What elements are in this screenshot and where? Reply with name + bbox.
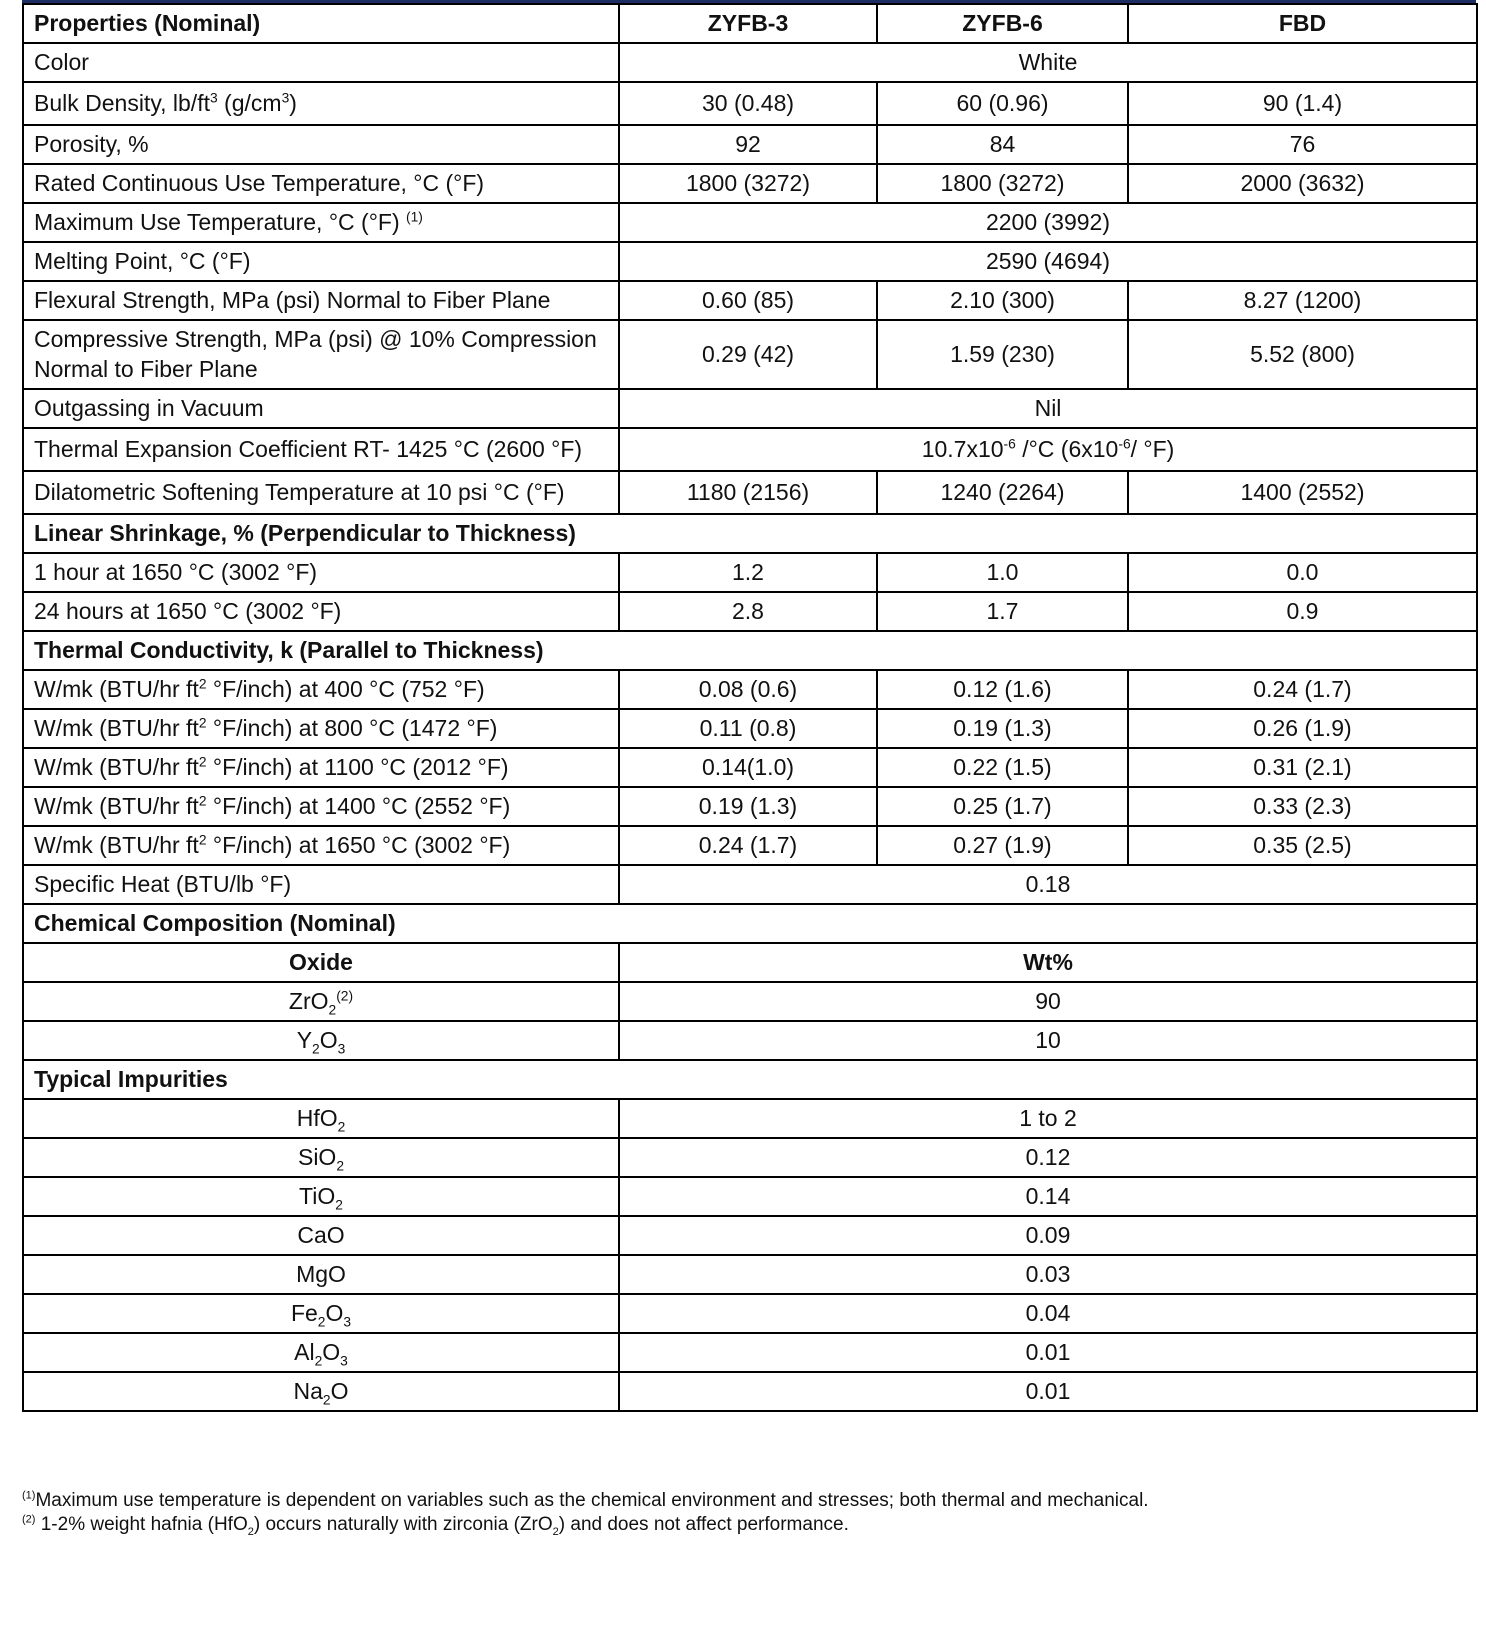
property-value: 0.29 (42) [619,320,877,389]
conductivity-row [23,787,1477,826]
property-label: Thermal Expansion Coefficient RT- 1425 °C (2600 °F) [23,428,619,471]
conductivity-value: 0.33 (2.3) [1128,787,1477,826]
section-header-row [23,631,1477,670]
table-header-row [23,4,1477,43]
oxide-wt-value: 10 [619,1021,1477,1060]
property-label: Color [23,43,619,82]
property-value: 1240 (2264) [877,471,1128,514]
impurity-row [23,1138,1477,1177]
property-label: Porosity, % [23,125,619,164]
impurity-row [23,1333,1477,1372]
properties-table-body [23,4,1477,1411]
conductivity-row [23,748,1477,787]
conductivity-value: 0.25 (1.7) [877,787,1128,826]
shrinkage-row [23,553,1477,592]
footnote-1: $^{(1)}$Maximum use temperature is dependent on variables such as the chemical environment and stresses; both thermal and mechanical. [22,1489,1149,1511]
conductivity-value: 0.24 (1.7) [619,826,877,865]
header-grade-zyfb3: ZYFB-3 [619,4,877,43]
property-label: Outgassing in Vacuum [23,389,619,428]
shrinkage-label: 1 hour at 1650 °C (3002 °F) [23,553,619,592]
property-row [23,203,1477,242]
property-shared-value: $10.7x10^{-6}$ /°C ($6x10^{-6}/$ °F) [619,428,1477,471]
shrinkage-value: 2.8 [619,592,877,631]
conductivity-value: 0.31 (2.1) [1128,748,1477,787]
footnote-2: $^{(2)}$ 1-2% weight hafnia (HfO$_2$) occurs naturally with zirconia (ZrO$_2$) and does not affect performance. [22,1513,849,1538]
property-row [23,320,1477,389]
property-row [23,164,1477,203]
section-header-row [23,904,1477,943]
property-value: 5.52 (800) [1128,320,1477,389]
property-label: Flexural Strength, MPa (psi) Normal to Fiber Plane [23,281,619,320]
property-label: Maximum Use Temperature, °C (°F) $^{(1)}$ [23,203,619,242]
property-label: Bulk Density, $lb/ft^3$ $(g/cm^3)$ [23,82,619,125]
property-row [23,428,1477,471]
property-row [23,471,1477,514]
impurity-oxide: $Al_2O_3$ [23,1333,619,1372]
specific-heat-label: Specific Heat (BTU/lb °F) [23,865,619,904]
impurity-row [23,1294,1477,1333]
impurity-oxide: HfO$_2$ [23,1099,619,1138]
impurity-value: 0.01 [619,1372,1477,1411]
shrinkage-row [23,592,1477,631]
specific-heat-value: 0.18 [619,865,1477,904]
header-property-label: Properties (Nominal) [23,4,619,43]
composition-row [23,982,1477,1021]
impurity-value: 0.14 [619,1177,1477,1216]
conductivity-row [23,709,1477,748]
property-row [23,242,1477,281]
conductivity-value: 0.22 (1.5) [877,748,1128,787]
composition-row [23,1021,1477,1060]
impurity-row [23,1372,1477,1411]
conductivity-value: 0.35 (2.5) [1128,826,1477,865]
conductivity-value: 0.12 (1.6) [877,670,1128,709]
property-value: 0.60 (85) [619,281,877,320]
impurity-value: 0.03 [619,1255,1477,1294]
property-value: 1.59 (230) [877,320,1128,389]
impurity-oxide: $Na_2O$ [23,1372,619,1411]
impurity-value: 1 to 2 [619,1099,1477,1138]
impurity-row [23,1099,1477,1138]
conductivity-value: 0.26 (1.9) [1128,709,1477,748]
oxide-wt-value: 90 [619,982,1477,1021]
property-value: 92 [619,125,877,164]
oxide-name: ZrO$_2^{(2)}$ [23,982,619,1021]
conductivity-label: W/mk (BTU/hr $ft^2$ °F/inch) at 400 °C (752 °F) [23,670,619,709]
property-shared-value: White [619,43,1477,82]
property-value: 76 [1128,125,1477,164]
property-value: 84 [877,125,1128,164]
property-row [23,82,1477,125]
property-shared-value: 2200 (3992) [619,203,1477,242]
shrinkage-value: 0.0 [1128,553,1477,592]
impurity-value: 0.04 [619,1294,1477,1333]
conductivity-row [23,670,1477,709]
conductivity-value: 0.14(1.0) [619,748,877,787]
property-shared-value: Nil [619,389,1477,428]
shrinkage-label: 24 hours at 1650 °C (3002 °F) [23,592,619,631]
shrinkage-value: 0.9 [1128,592,1477,631]
impurity-value: 0.09 [619,1216,1477,1255]
composition-header-row [23,943,1477,982]
property-row [23,125,1477,164]
header-grade-zyfb6: ZYFB-6 [877,4,1128,43]
impurity-oxide: TiO$_2$ [23,1177,619,1216]
impurity-oxide: $Fe_2O_3$ [23,1294,619,1333]
conductivity-value: 0.19 (1.3) [619,787,877,826]
conductivity-value: 0.27 (1.9) [877,826,1128,865]
impurity-row [23,1216,1477,1255]
property-shared-value: 2590 (4694) [619,242,1477,281]
impurity-row [23,1177,1477,1216]
shrinkage-value: 1.2 [619,553,877,592]
property-value: 1180 (2156) [619,471,877,514]
property-label: Melting Point, °C (°F) [23,242,619,281]
oxide-name: $Y_2O_3$ [23,1021,619,1060]
property-value: 90 (1.4) [1128,82,1477,125]
section-title-conductivity: Thermal Conductivity, k (Parallel to Thickness) [23,631,1477,670]
property-value: 1800 (3272) [877,164,1128,203]
property-value: 2.10 (300) [877,281,1128,320]
property-value: 1400 (2552) [1128,471,1477,514]
specific-heat-row [23,865,1477,904]
property-label: Dilatometric Softening Temperature at 10 psi °C (°F) [23,471,619,514]
conductivity-label: W/mk (BTU/hr $ft^2$ °F/inch) at 1400 °C (2552 °F) [23,787,619,826]
column-header-oxide: Oxide [23,943,619,982]
conductivity-label: W/mk (BTU/hr $ft^2$ °F/inch) at 800 °C (1472 °F) [23,709,619,748]
impurity-oxide: MgO [23,1255,619,1294]
section-header-row [23,1060,1477,1099]
shrinkage-value: 1.0 [877,553,1128,592]
impurity-oxide: CaO [23,1216,619,1255]
conductivity-value: 0.24 (1.7) [1128,670,1477,709]
impurity-oxide: SiO$_2$ [23,1138,619,1177]
impurity-row [23,1255,1477,1294]
property-value: 2000 (3632) [1128,164,1477,203]
conductivity-label: W/mk (BTU/hr $ft^2$ °F/inch) at 1100 °C (2012 °F) [23,748,619,787]
impurity-value: 0.12 [619,1138,1477,1177]
property-row [23,389,1477,428]
section-header-row [23,514,1477,553]
section-title-impurities: Typical Impurities [23,1060,1477,1099]
properties-table [22,3,1478,1412]
conductivity-row [23,826,1477,865]
column-header-wt: Wt% [619,943,1477,982]
conductivity-value: 0.19 (1.3) [877,709,1128,748]
conductivity-value: 0.11 (0.8) [619,709,877,748]
shrinkage-value: 1.7 [877,592,1128,631]
section-title-shrinkage: Linear Shrinkage, % (Perpendicular to Thickness) [23,514,1477,553]
section-title-composition: Chemical Composition (Nominal) [23,904,1477,943]
conductivity-value: 0.08 (0.6) [619,670,877,709]
conductivity-label: W/mk (BTU/hr $ft^2$ °F/inch) at 1650 °C (3002 °F) [23,826,619,865]
property-value: 1800 (3272) [619,164,877,203]
property-value: 8.27 (1200) [1128,281,1477,320]
property-row [23,281,1477,320]
property-label: Compressive Strength, MPa (psi) @ 10% Compression Normal to Fiber Plane [23,320,619,389]
impurity-value: 0.01 [619,1333,1477,1372]
property-label: Rated Continuous Use Temperature, °C (°F) [23,164,619,203]
property-value: 60 (0.96) [877,82,1128,125]
header-grade-fbd: FBD [1128,4,1477,43]
property-row [23,43,1477,82]
property-value: 30 (0.48) [619,82,877,125]
